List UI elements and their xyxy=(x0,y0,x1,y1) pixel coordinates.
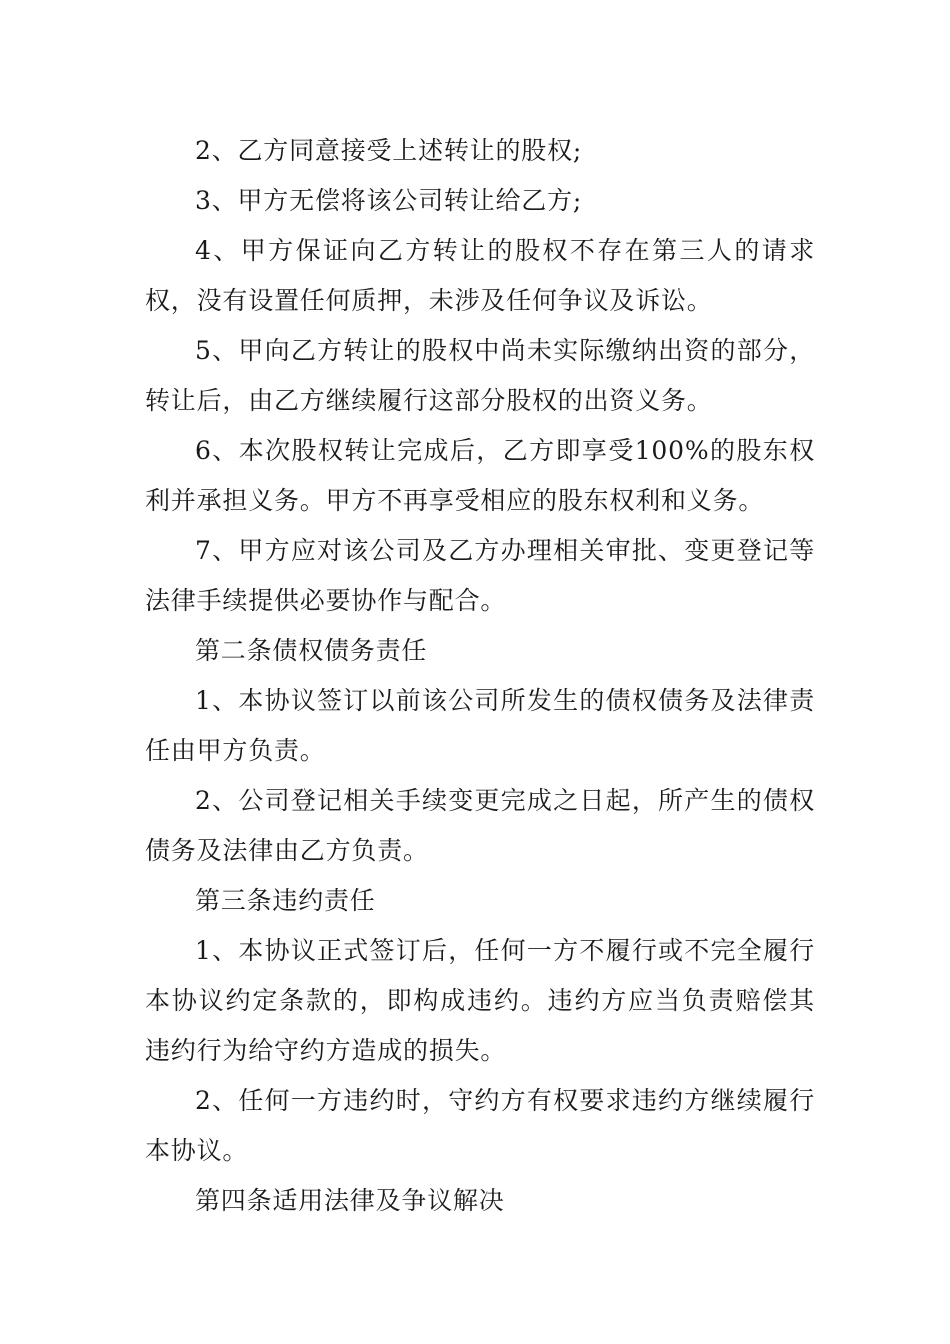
article-2-clause-2: 2、公司登记相关手续变更完成之日起，所产生的债权债务及法律由乙方负责。 xyxy=(145,786,815,865)
article-2-heading: 第二条债权债务责任 xyxy=(195,636,428,665)
article-2-clause-1: 1、本协议签订以前该公司所发生的债权债务及法律责任由甲方负责。 xyxy=(145,686,815,765)
document-body xyxy=(145,126,815,1226)
clause-4-no-third-party-claims: 4、甲方保证向乙方转让的股权不存在第三人的请求权，没有设置任何质押，未涉及任何争议及诉讼。 xyxy=(145,236,815,315)
clause-6-shareholder-rights: 6、本次股权转让完成后，乙方即享受100%的股东权利并承担义务。甲方不再享受相应的股东权利和义务。 xyxy=(145,436,815,515)
article-3-clause-2: 2、任何一方违约时，守约方有权要求违约方继续履行本协议。 xyxy=(145,1086,815,1165)
clause-2-equity-acceptance: 2、乙方同意接受上述转让的股权; xyxy=(195,136,583,165)
clause-7-registration-assistance: 7、甲方应对该公司及乙方办理相关审批、变更登记等法律手续提供必要协作与配合。 xyxy=(145,536,815,615)
article-4-heading: 第四条适用法律及争议解决 xyxy=(195,1186,505,1215)
clause-3-free-transfer: 3、甲方无偿将该公司转让给乙方; xyxy=(195,186,583,215)
article-3-clause-1: 1、本协议正式签订后，任何一方不履行或不完全履行本协议约定条款的，即构成违约。违约方应当负责赔偿其违约行为给守约方造成的损失。 xyxy=(145,936,815,1065)
clause-5-unpaid-capital: 5、甲向乙方转让的股权中尚未实际缴纳出资的部分，转让后，由乙方继续履行这部分股权的出资义务。 xyxy=(145,336,815,415)
article-3-heading: 第三条违约责任 xyxy=(195,886,376,915)
